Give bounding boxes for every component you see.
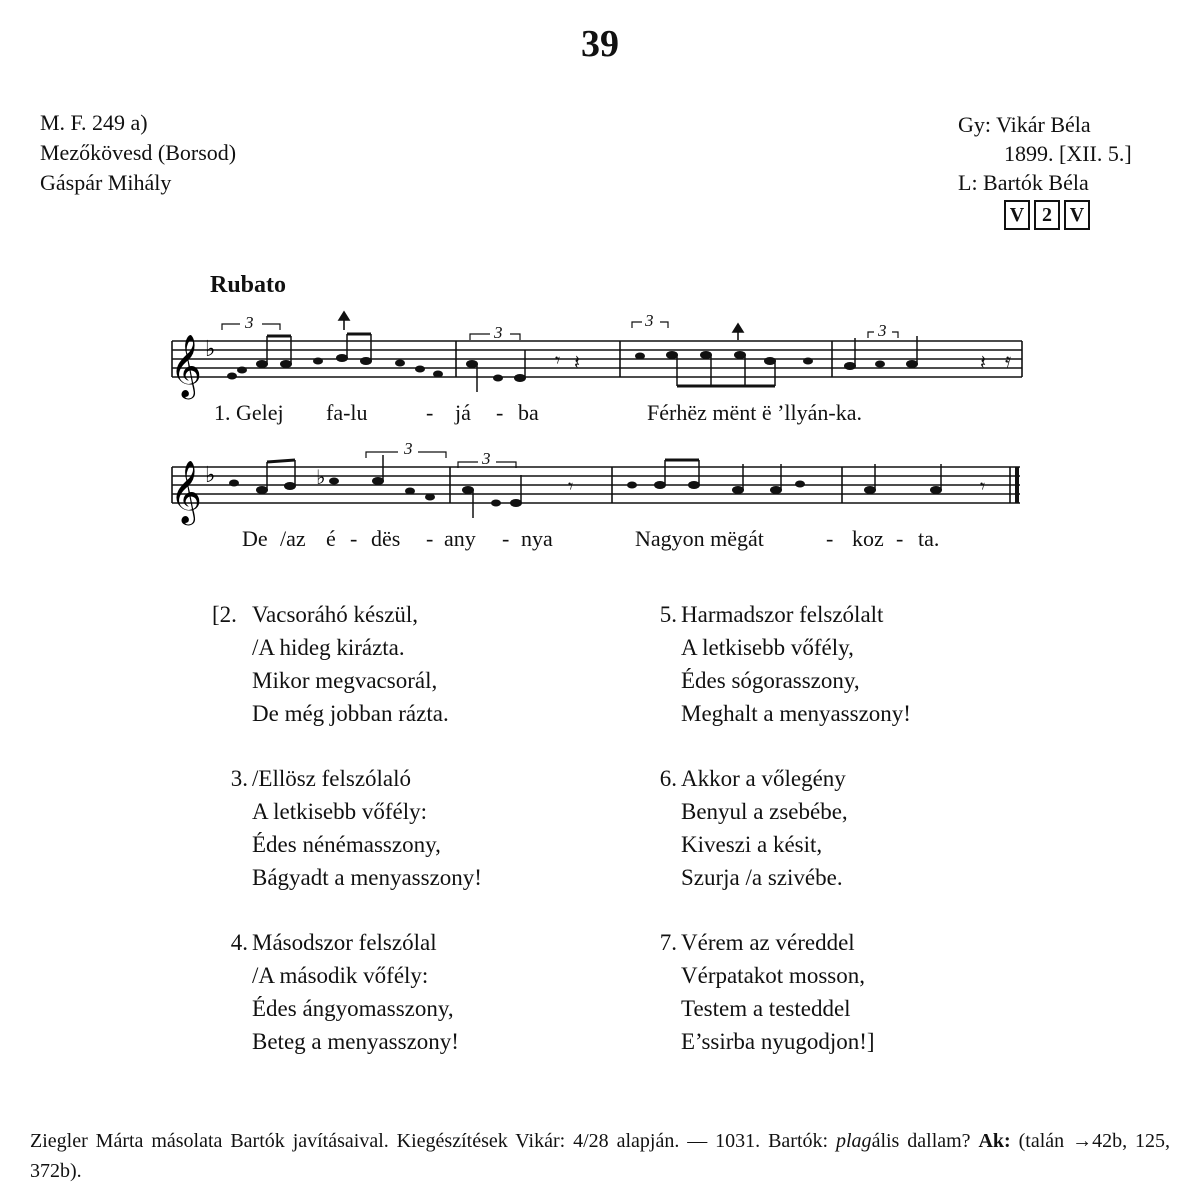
flat-icon: ♭	[205, 337, 216, 362]
page-number: 39	[581, 23, 619, 65]
verse-number: 7.	[659, 930, 677, 955]
verse-line: Meghalt a menyasszony!	[681, 701, 911, 726]
classification-box: V	[1064, 200, 1090, 230]
verse-line: Másodszor felszólal	[252, 930, 437, 955]
svg-text:3: 3	[645, 311, 654, 330]
stems-line-2	[267, 455, 941, 518]
collector-name: Gy: Vikár Béla	[958, 112, 1091, 137]
footnote-italic: plag	[836, 1130, 872, 1152]
verse-line: Szurja /a szivébe.	[681, 865, 843, 890]
lyric-syllable: 1. Gelej	[214, 400, 284, 425]
lyric-syllable: -	[896, 526, 904, 551]
svg-text:3: 3	[482, 449, 491, 468]
verse-7	[659, 926, 875, 1058]
lyric-syllable: Férhëz mënt ë ’llyán-ka.	[647, 400, 863, 425]
svg-text:3: 3	[245, 313, 254, 332]
lyric-syllable: -	[426, 526, 434, 551]
svg-text:𝄽: 𝄽	[574, 350, 581, 374]
verse-line: Harmadszor felszólalt	[681, 602, 884, 627]
verse-line: /A hideg kirázta.	[252, 635, 405, 660]
collection-date: 1899. [XII. 5.]	[1004, 141, 1132, 166]
svg-text:𝄾: 𝄾	[555, 348, 561, 372]
footnote-text: (talán →42b, 125, 372b).	[30, 1130, 1171, 1182]
triplet-marks-1	[244, 311, 887, 342]
verse-number: 5.	[659, 602, 677, 627]
verse-line: Vérem az véreddel	[681, 930, 855, 955]
verse-line: Testem a testeddel	[681, 996, 851, 1021]
svg-text:𝄾: 𝄾	[568, 474, 574, 498]
lyric-syllable: -	[350, 526, 358, 551]
triplet-brackets-2	[366, 452, 516, 468]
verse-line: Kiveszi a késit,	[681, 832, 823, 857]
svg-text:3: 3	[404, 439, 413, 458]
treble-clef-icon: 𝄞	[170, 334, 202, 397]
rests-1	[555, 348, 1011, 374]
lyric-syllable: any	[444, 526, 476, 551]
staff-lines-2	[172, 467, 1020, 503]
verse-number: 4.	[230, 930, 248, 955]
verse-3	[230, 762, 482, 894]
verse-line: Beteg a menyasszony!	[252, 1029, 459, 1054]
footnote-text: ális dallam?	[871, 1130, 979, 1152]
verse-line: Bágyadt a menyasszony!	[252, 865, 482, 890]
tempo-marking: Rubato	[210, 272, 287, 298]
svg-text:𝄾: 𝄾	[980, 474, 986, 498]
lyric-syllable: koz	[852, 526, 884, 551]
lyric-syllable: /az	[280, 526, 306, 551]
verse-number: [2.	[212, 602, 237, 627]
verse-line: /Ellösz felszólaló	[252, 766, 412, 791]
verse-line: A letkisebb vőfély,	[681, 635, 854, 660]
lyrics-line-1	[0, 400, 1200, 430]
verse-line: A letkisebb vőfély:	[252, 799, 428, 824]
verse-line: Édes nénémasszony,	[252, 832, 441, 857]
staff-lines-1	[172, 341, 1022, 377]
lyric-syllable: Nagyon mëgát	[635, 526, 764, 551]
verse-line: Vérpatakot mosson,	[681, 963, 865, 988]
verse-line: Vacsoráhó készül,	[252, 602, 419, 627]
verse-line: Mikor megvacsorál,	[252, 668, 438, 693]
verse-line: Édes ángyomasszony,	[252, 996, 454, 1021]
lyric-syllable: nya	[521, 526, 553, 551]
lyric-syllable: ta.	[918, 526, 940, 551]
verse-number: 3.	[230, 766, 248, 791]
svg-text:3: 3	[878, 321, 887, 340]
verse-line: De még jobban rázta.	[252, 701, 449, 726]
lyric-syllable: -	[502, 526, 510, 551]
verse-line: /A második vőfély:	[252, 963, 429, 988]
classification-box: V	[1004, 200, 1030, 230]
verse-line: Édes sógorasszony,	[681, 668, 860, 693]
footnote-text: Ziegler Márta másolata Bartók javításaival. Kiegészítések Vikár: 4/28 alapján. — 1031. Bartók:	[30, 1130, 836, 1152]
lyric-syllable: é	[326, 526, 336, 551]
footnote	[30, 1126, 1170, 1186]
svg-text:𝄿: 𝄿	[1005, 348, 1012, 372]
verse-6	[659, 762, 848, 894]
verse-line: Akkor a vőlegény	[681, 766, 846, 791]
verse-line: Benyul a zsebébe,	[681, 799, 848, 824]
source-singer: Gáspár Mihály	[40, 170, 172, 195]
svg-text:3: 3	[494, 323, 503, 342]
flat-icon: ♭	[316, 465, 326, 489]
verse-number: 6.	[659, 766, 677, 791]
verse-2	[212, 598, 449, 730]
verse-5	[659, 598, 911, 730]
source-catalog-number: M. F. 249 a)	[40, 110, 148, 135]
source-location: Mezőkövesd (Borsod)	[40, 140, 237, 165]
lyric-syllable: já	[455, 400, 471, 425]
lyric-syllable: dës	[371, 526, 401, 551]
svg-text:𝄽: 𝄽	[980, 350, 987, 374]
lyric-syllable: -	[826, 526, 834, 551]
triplet-brackets-1	[222, 322, 898, 340]
transcriber-name: L: Bartók Béla	[958, 170, 1089, 195]
lyric-syllable: -	[496, 400, 504, 425]
accent-arrows	[339, 312, 743, 340]
verse-line: E’ssirba nyugodjon!]	[681, 1029, 875, 1054]
treble-clef-icon: 𝄞	[170, 460, 202, 523]
lyric-syllable: -	[426, 400, 434, 425]
triplet-marks-2	[403, 439, 491, 468]
lyric-syllable: De	[242, 526, 268, 551]
lyric-syllable: ba	[518, 400, 539, 425]
classification-box: 2	[1034, 200, 1060, 230]
lyric-syllable: fa-lu	[326, 400, 368, 425]
verse-4	[230, 926, 459, 1058]
footnote-bold: Ak:	[978, 1130, 1011, 1152]
lyrics-line-2	[0, 526, 1200, 556]
music-score	[0, 0, 1200, 560]
flat-icon: ♭	[205, 463, 216, 488]
